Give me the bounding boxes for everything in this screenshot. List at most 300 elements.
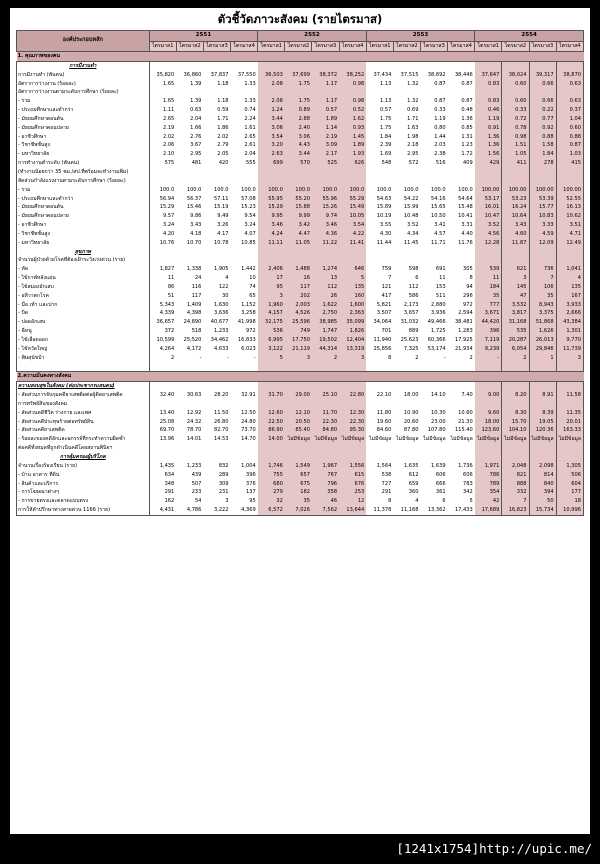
value-cell: 4.43 [285,141,312,150]
value-cell: 10.62 [556,212,583,221]
document-page [10,8,590,834]
value-cell: 120.36 [529,426,556,435]
value-cell: 1,600 [339,301,366,310]
value-cell: - [203,354,230,363]
value-cell: 0.78 [502,124,529,133]
subsection-row [17,61,584,70]
row-label: - ร้อยละของคดีลักและฉกรรจ์ที่กระทำความผิดซ้ำ [17,435,150,444]
value-cell: 3.43 [502,221,529,230]
value-cell: 548 [366,159,393,168]
value-cell: 38,446 [448,71,475,80]
value-cell: 8,943 [529,301,556,310]
value-cell: 55.96 [312,195,339,204]
value-cell: ไม่มีข้อมูล [420,435,447,444]
value-cell [203,444,230,453]
value-cell [393,382,420,391]
value-cell: 100.00 [529,186,556,195]
value-cell: 0.87 [556,141,583,150]
table-row [17,462,584,471]
value-cell: 12.92 [176,409,203,418]
value-cell: 24.32 [176,418,203,427]
value-cell: ไม่มีข้อมูล [312,435,339,444]
value-cell: 1,967 [312,462,339,471]
value-cell [203,168,230,177]
value-cell: 100.0 [448,186,475,195]
value-cell: 30 [203,292,230,301]
row-label: - สัดส่วนคดีชีวิต ร่างกาย และเพศ [17,409,150,418]
value-cell: 57.08 [231,195,258,204]
value-cell: 691 [420,265,447,274]
value-cell: 0.85 [448,124,475,133]
row-label: - บ้าน อาคาร ที่ดิน [17,471,150,480]
value-cell: 43,384 [556,318,583,327]
value-cell [393,444,420,453]
value-cell: 39,317 [529,71,556,80]
value-cell: 3.41 [420,221,447,230]
value-cell: 1.13 [366,80,393,89]
value-cell: 8.39 [529,409,556,418]
value-cell: 606 [448,471,475,480]
value-cell [556,453,583,462]
value-cell: 889 [393,327,420,336]
table-row [17,141,584,150]
value-cell: 3,122 [258,345,285,354]
value-cell: 604 [556,480,583,489]
value-cell: 1,622 [312,301,339,310]
value-cell [176,88,203,97]
value-cell: 9.54 [231,212,258,221]
quarter-header: ไตรมาส3 [529,41,556,52]
value-cell [149,453,176,462]
value-cell: 15.88 [285,203,312,212]
value-cell: 1.31 [448,133,475,142]
row-label: ความสงบสุขในสังคม (ต่อประชากรแสนคน) [17,382,150,391]
value-cell: 11 [149,274,176,283]
value-cell: 2.10 [149,150,176,159]
value-cell: 1.65 [149,80,176,89]
value-cell: 3.52 [475,221,502,230]
value-cell: 100.00 [475,186,502,195]
value-cell: 12 [339,497,366,506]
row-label: - สัดส่วนคดีประทุษร้ายต่อทรัพย์สิน [17,418,150,427]
value-cell: 572 [393,159,420,168]
value-cell: 2.63 [258,150,285,159]
quarter-header: ไตรมาส1 [475,41,502,52]
value-cell: 4,398 [176,309,203,318]
value-cell: 10.70 [176,239,203,248]
value-cell: 177 [556,488,583,497]
value-cell [556,168,583,177]
value-cell: 4,633 [203,345,230,354]
value-cell: 15.23 [231,203,258,212]
value-cell [420,168,447,177]
value-cell [556,400,583,409]
value-cell [393,363,420,372]
value-cell: 1.75 [366,124,393,133]
value-cell [339,256,366,265]
value-cell [231,453,258,462]
value-cell [502,168,529,177]
value-cell: 8 [366,497,393,506]
value-cell: 20.50 [285,418,312,427]
value-cell: 10.05 [339,212,366,221]
value-cell: 9.00 [475,391,502,400]
value-cell [475,400,502,409]
value-cell: 1.32 [393,97,420,106]
value-cell: 25.10 [312,391,339,400]
row-label: - รวม [17,97,150,106]
value-cell: 0.87 [448,80,475,89]
table-row [17,309,584,318]
table-row [17,212,584,221]
value-cell: 11.05 [285,239,312,248]
value-cell: 11,168 [393,506,420,515]
value-cell: 16,833 [231,336,258,345]
value-cell: 26,013 [529,336,556,345]
value-cell: 47 [502,292,529,301]
value-cell [529,61,556,70]
value-cell: 24,890 [176,318,203,327]
value-cell: 0.88 [556,133,583,142]
value-cell: 1,301 [556,327,583,336]
value-cell: 13.40 [149,409,176,418]
row-label: การมีงานทำ (พันคน) [17,71,150,80]
value-cell: 2.19 [149,124,176,133]
value-cell: 1.93 [339,150,366,159]
value-cell: 56.94 [149,195,176,204]
quarter-header: ไตรมาส4 [556,41,583,52]
value-cell: 9.74 [312,212,339,221]
value-cell [339,88,366,97]
value-cell [475,88,502,97]
value-cell: 1.33 [231,80,258,89]
value-cell: 8 [366,354,393,363]
value-cell: 1.04 [556,115,583,124]
value-cell: 2,098 [529,462,556,471]
value-cell: 65 [231,292,258,301]
value-cell [393,453,420,462]
row-label: - บิด [17,309,150,318]
value-cell: 1,435 [149,462,176,471]
value-cell: 1.72 [448,150,475,159]
value-cell: ไม่มีข้อมูล [502,435,529,444]
value-cell: 3,657 [393,309,420,318]
value-cell: 163.33 [556,426,583,435]
value-cell: 675 [285,480,312,489]
value-cell: 1,736 [448,462,475,471]
value-cell [475,444,502,453]
value-cell: 814 [529,471,556,480]
value-cell: 11.50 [203,409,230,418]
value-cell: 12.28 [475,239,502,248]
quarter-header: ไตรมาส2 [393,41,420,52]
value-cell: 749 [285,327,312,336]
value-cell: 78.70 [176,426,203,435]
value-cell: 1.23 [448,141,475,150]
value-cell: 1.75 [285,97,312,106]
value-cell: 85.40 [285,426,312,435]
value-cell [366,363,393,372]
value-cell: 11.80 [366,409,393,418]
value-cell: 37,515 [393,71,420,80]
value-cell [339,363,366,372]
value-cell: 8 [448,274,475,283]
value-cell: 3,507 [366,309,393,318]
value-cell: 116 [176,283,203,292]
value-cell: 4.56 [475,230,502,239]
value-cell: 2 [448,354,475,363]
value-cell: 60,366 [420,336,447,345]
value-cell: ไม่มีข้อมูล [448,435,475,444]
value-cell: 2,363 [339,309,366,318]
value-cell: 4.22 [339,230,366,239]
row-label: - วิชาชีพชั้นสูง [17,141,150,150]
value-cell: 396 [475,327,502,336]
subsection-row [17,248,584,257]
value-cell: 35,820 [149,71,176,80]
value-cell [529,444,556,453]
value-cell: 16.01 [475,203,502,212]
value-cell: 22.30 [312,418,339,427]
row-label: - มัธยมศึกษาตอนต้น [17,203,150,212]
value-cell: 5 [448,497,475,506]
value-cell: 0.46 [475,106,502,115]
value-cell: 3,936 [420,309,447,318]
value-cell: 1,274 [312,265,339,274]
value-cell [339,248,366,257]
value-cell: 15.26 [312,203,339,212]
table-row [17,88,584,97]
value-cell: 0.63 [556,80,583,89]
value-cell: 1,630 [203,301,230,310]
table-row [17,265,584,274]
value-cell: 972 [231,327,258,336]
value-cell: 28.20 [203,391,230,400]
value-cell [176,363,203,372]
value-cell: 35,099 [339,318,366,327]
value-cell: 38,252 [339,71,366,80]
value-cell: 6,572 [258,506,285,515]
value-cell: 15.29 [258,203,285,212]
value-cell [176,177,203,186]
value-cell [448,256,475,265]
value-cell: 4 [556,274,583,283]
value-cell: 7,562 [312,506,339,515]
value-cell [366,444,393,453]
row-label: - มัธยมศึกษาตอนปลาย [17,124,150,133]
value-cell: 10.64 [502,212,529,221]
row-label: - อาชีวศึกษา [17,221,150,230]
value-cell: 1,338 [176,265,203,274]
value-cell: 1.32 [393,80,420,89]
value-cell: 9.95 [258,212,285,221]
value-cell: 29.00 [285,391,312,400]
value-cell: 7,119 [475,336,502,345]
value-cell: 10.50 [420,212,447,221]
row-label: (ทำงานน้อยกว่า 35 ชม./สป.ที่พร้อมจะทำงานเพิ่ม) [17,168,150,177]
value-cell: ไม่มีข้อมูล [475,435,502,444]
value-cell: 821 [502,471,529,480]
value-cell [529,400,556,409]
value-cell: 1.36 [448,115,475,124]
value-cell: 16.24 [502,203,529,212]
value-cell [366,177,393,186]
value-cell [502,400,529,409]
value-cell [448,248,475,257]
value-cell: 19.05 [529,418,556,427]
value-cell: 16 [285,274,312,283]
table-row [17,159,584,168]
quarter-header: ไตรมาส1 [366,41,393,52]
value-cell: 25,623 [393,336,420,345]
value-cell: 0.33 [502,106,529,115]
value-cell: 1.14 [312,124,339,133]
value-cell: 19,502 [312,336,339,345]
value-cell: 14.70 [231,435,258,444]
value-cell: 11.76 [448,239,475,248]
value-cell: 9.60 [475,409,502,418]
value-cell: 309 [203,480,230,489]
quarter-header: ไตรมาส3 [203,41,230,52]
row-label: - การขายตรงและตลาดแบบตรง [17,497,150,506]
value-cell: 0.87 [420,80,447,89]
value-cell: 2,003 [285,301,312,310]
value-cell: 0.66 [529,80,556,89]
value-cell: 19.60 [366,418,393,427]
value-cell: 8.30 [502,409,529,418]
value-cell: 1.98 [393,133,420,142]
value-cell: 1.05 [502,150,529,159]
value-cell: 11.22 [312,239,339,248]
value-cell [556,363,583,372]
value-cell: 0.57 [366,106,393,115]
table-row [17,150,584,159]
value-cell: 24 [176,274,203,283]
value-cell [312,382,339,391]
value-cell: 11 [420,274,447,283]
value-cell: 2.95 [176,150,203,159]
value-cell: 10 [231,274,258,283]
value-cell [502,88,529,97]
value-cell: 37,434 [366,71,393,80]
value-cell: 13,644 [339,506,366,515]
value-cell: 1.58 [529,141,556,150]
value-cell [312,400,339,409]
value-cell: 0.60 [502,97,529,106]
value-cell: 14.00 [258,435,285,444]
value-cell: 3.54 [339,221,366,230]
quarter-header: ไตรมาส4 [448,41,475,52]
value-cell [339,168,366,177]
table-row [17,177,584,186]
value-cell [231,88,258,97]
value-cell: 4 [393,497,420,506]
value-cell: 153 [420,283,447,292]
value-cell: 9.99 [285,212,312,221]
table-row [17,363,584,372]
value-cell: 3.44 [258,115,285,124]
value-cell [502,453,529,462]
value-cell [176,453,203,462]
value-cell [529,88,556,97]
value-cell: ไม่มีข้อมูล [393,435,420,444]
value-cell: 100.0 [258,186,285,195]
value-cell [285,168,312,177]
value-cell: 69.70 [149,426,176,435]
value-cell [149,177,176,186]
value-cell: 38,692 [420,71,447,80]
value-cell: 5,343 [149,301,176,310]
value-cell: 35 [529,292,556,301]
value-cell [285,382,312,391]
table-row [17,283,584,292]
value-cell: 55.20 [285,195,312,204]
value-cell: 117 [285,283,312,292]
value-cell [285,363,312,372]
value-cell: 332 [502,488,529,497]
value-cell [556,248,583,257]
value-cell: 3.06 [258,124,285,133]
value-cell: 5,821 [366,301,393,310]
value-cell: 54.16 [420,195,447,204]
value-cell: 100.0 [203,186,230,195]
value-cell: 31,168 [502,318,529,327]
value-cell: 145 [502,283,529,292]
value-cell: 15,734 [529,506,556,515]
value-cell [393,61,420,70]
table-row [17,418,584,427]
value-cell: 54.64 [448,195,475,204]
value-cell: 100.0 [393,186,420,195]
value-cell: 1.33 [231,97,258,106]
value-cell [556,88,583,97]
row-label: จำนวนเรื่องร้องเรียน (ราย) [17,462,150,471]
value-cell: 53.39 [529,195,556,204]
value-cell [393,256,420,265]
value-cell [203,88,230,97]
row-label: - รวม [17,186,150,195]
value-cell: 3 [258,292,285,301]
value-cell: 26.80 [203,418,230,427]
value-cell: - [176,354,203,363]
value-cell: 538 [366,471,393,480]
value-cell: 38,372 [312,71,339,80]
value-cell [176,256,203,265]
value-cell: 13,362 [420,506,447,515]
value-cell: 7 [366,274,393,283]
value-cell [366,400,393,409]
value-cell: 42 [475,497,502,506]
value-cell: 94 [448,283,475,292]
value-cell: 15.89 [366,203,393,212]
value-cell: 2.04 [176,115,203,124]
value-cell: 17 [258,274,285,283]
value-cell: 1.86 [203,124,230,133]
value-cell: 12.09 [529,239,556,248]
value-cell: 783 [448,480,475,489]
value-cell: 0.52 [339,106,366,115]
value-cell: 0.93 [339,124,366,133]
row-label: - มหาวิทยาลัย [17,239,150,248]
value-cell: 621 [502,265,529,274]
value-cell: 10.19 [366,212,393,221]
value-cell [393,168,420,177]
value-cell: 3.52 [393,221,420,230]
value-cell [149,61,176,70]
value-cell: 182 [285,488,312,497]
value-cell: 3 [502,274,529,283]
value-cell: 1,442 [231,265,258,274]
